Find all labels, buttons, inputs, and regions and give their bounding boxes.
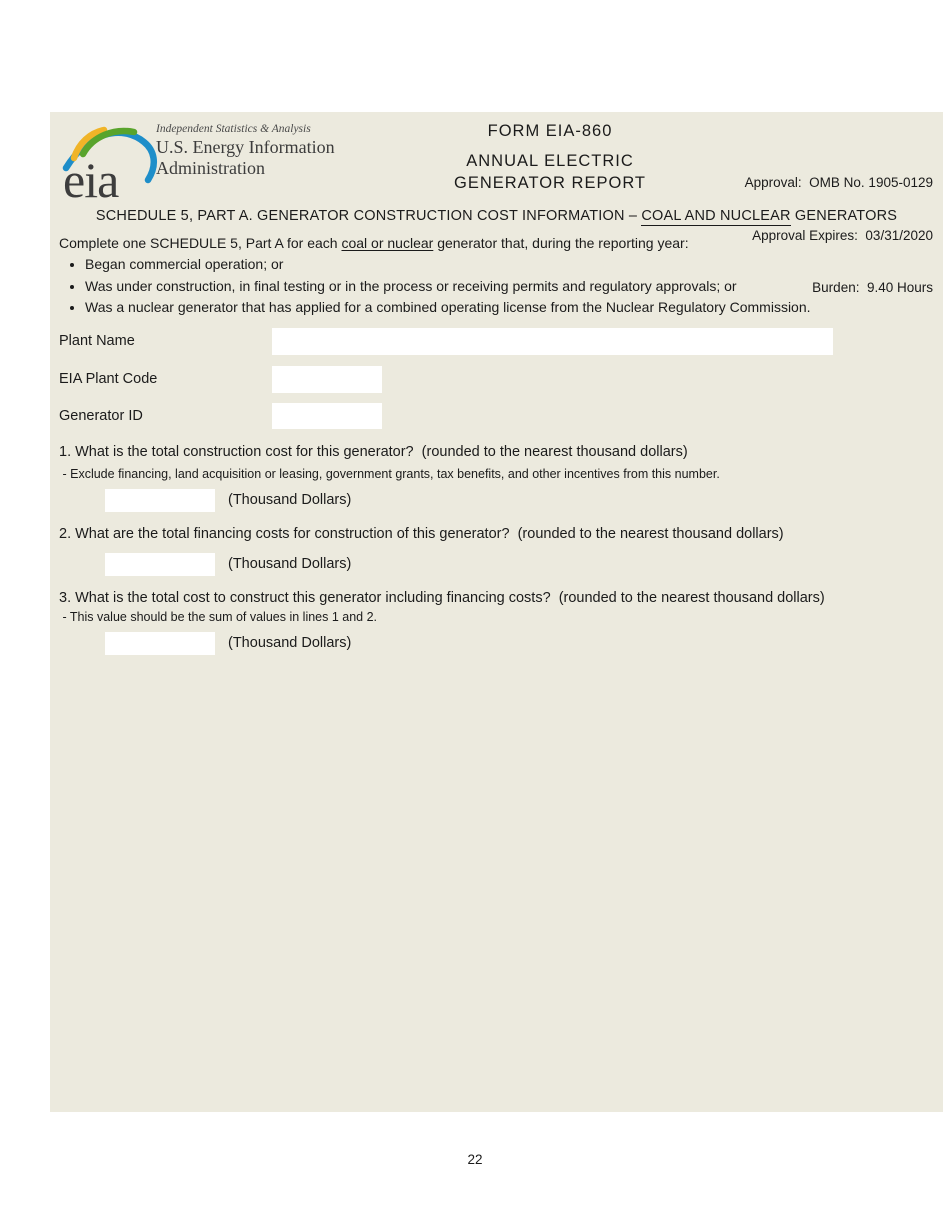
question-2-unit-label: (Thousand Dollars) <box>228 556 352 572</box>
form-sheet <box>50 112 943 1112</box>
report-title-line1: ANNUAL ELECTRIC <box>466 152 634 170</box>
schedule-title-suffix: GENERATORS <box>790 208 898 224</box>
question-1-input[interactable] <box>105 489 215 512</box>
question-3-answer-row <box>59 632 934 655</box>
eia-logo-textblock <box>156 123 335 179</box>
form-title-block <box>370 122 730 194</box>
question-3-text: 3. What is the total cost to construct this generator including financing costs? (rounded to the nearest thousand dollars) <box>59 590 825 606</box>
question-2 <box>59 525 934 576</box>
schedule-title-prefix: SCHEDULE 5, PART A. GENERATOR CONSTRUCTION COST INFORMATION – <box>95 208 642 224</box>
eia-plant-code-label: EIA Plant Code <box>59 371 158 387</box>
eia-logo-icon <box>62 118 162 202</box>
question-1-note: - Exclude financing, land acquisition or leasing, government grants, tax benefits, and other incentives from this number. <box>59 466 720 481</box>
eia-logo-text: eia <box>63 152 119 202</box>
approval-expires-line: Approval Expires: 03/31/2020 <box>752 227 933 243</box>
intro-text-underlined: coal or nuclear <box>341 235 434 251</box>
eia-plant-code-input[interactable] <box>272 366 382 393</box>
generator-id-input[interactable] <box>272 403 382 429</box>
question-3 <box>59 589 934 655</box>
question-2-answer-row <box>59 553 934 576</box>
plant-name-label: Plant Name <box>59 333 135 349</box>
question-2-input[interactable] <box>105 553 215 576</box>
report-title-line2: GENERATOR REPORT <box>453 174 647 192</box>
bullet-item: • Was under construction, in final testing or in the process or receiving permits and regulatory approvals; or <box>85 276 811 298</box>
question-2-text: 2. What are the total financing costs for construction of this generator? (rounded to the nearest thousand dollars) <box>59 526 784 542</box>
intro-text <box>59 235 689 251</box>
intro-text-prefix: Complete one SCHEDULE 5, Part A for each <box>59 235 342 251</box>
intro-bullet-list <box>59 254 811 319</box>
question-1-text: 1. What is the total construction cost for this generator? (rounded to the nearest thousand dollars) <box>59 444 688 460</box>
bullet-item: • Was a nuclear generator that has applied for a combined operating license from the Nuclear Regulatory Commission. <box>85 297 811 319</box>
eia-logo-orgname <box>156 137 335 179</box>
question-1-answer-row <box>59 489 934 512</box>
eia-logo-tagline: Independent Statistics & Analysis <box>156 123 311 135</box>
question-1-unit-label: (Thousand Dollars) <box>228 492 352 508</box>
question-1 <box>59 443 934 512</box>
eia-logo-orgname-line2: Administration <box>156 158 265 178</box>
intro-text-suffix: generator that, during the reporting year: <box>433 235 689 251</box>
schedule-title-underlined: COAL AND NUCLEAR <box>641 208 791 224</box>
question-3-note: - This value should be the sum of values in lines 1 and 2. <box>59 609 378 624</box>
bullet-item: • Began commercial operation; or <box>85 254 811 276</box>
plant-name-input[interactable] <box>272 328 833 355</box>
page-number: 22 <box>467 1152 483 1167</box>
question-3-input[interactable] <box>105 632 215 655</box>
burden-line: Burden: 9.40 Hours <box>812 280 933 295</box>
approval-line: Approval: OMB No. 1905-0129 <box>744 175 933 190</box>
question-3-unit-label: (Thousand Dollars) <box>228 635 352 651</box>
eia-logo-orgname-line1: U.S. Energy Information <box>156 137 335 157</box>
form-number-title: FORM EIA-860 <box>487 122 613 140</box>
generator-id-label: Generator ID <box>59 408 143 424</box>
schedule-title <box>50 208 943 224</box>
